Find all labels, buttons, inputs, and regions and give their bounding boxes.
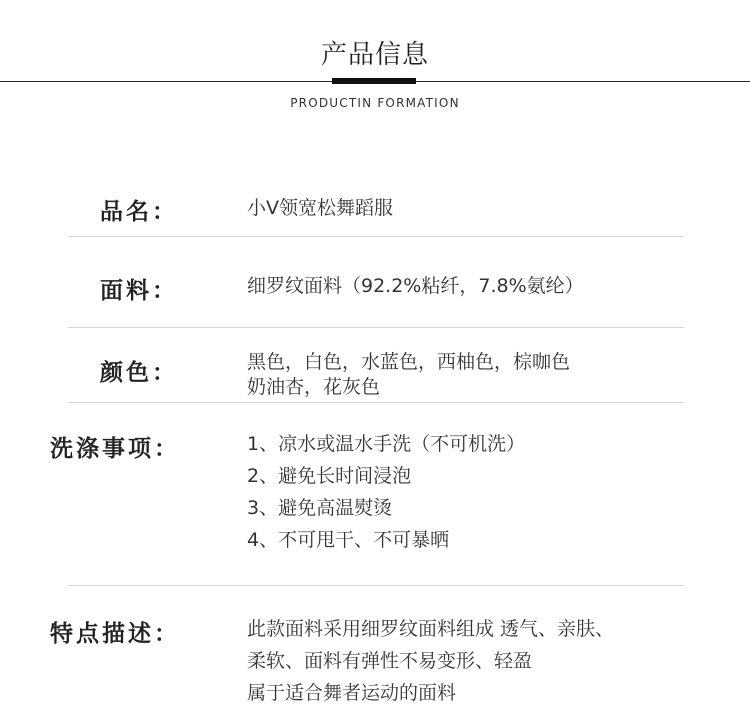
- wash-item: 3、避免高温熨烫: [247, 497, 393, 519]
- color-value: [247, 350, 570, 400]
- wash-item: 4、不可甩干、不可暴晒: [247, 529, 450, 551]
- color-line: 奶油杏，花灰色: [247, 376, 381, 398]
- divider-4: [68, 585, 684, 586]
- features-list: [247, 613, 614, 709]
- color-label: 颜色：: [100, 360, 178, 386]
- fabric-value: 细罗纹面料（92.2%粘纤，7.8%氨纶）: [247, 275, 584, 297]
- wash-item: 1、凉水或温水手洗（不可机洗）: [247, 433, 526, 455]
- page-subtitle: PRODUCTIN FORMATION: [290, 96, 460, 110]
- wash-item: 2、避免长时间浸泡: [247, 465, 412, 487]
- wash-list: [247, 428, 525, 556]
- page-title: 产品信息: [320, 40, 429, 70]
- features-line: 此款面料采用细罗纹面料组成 透气、亲肤、: [247, 618, 615, 640]
- features-line: 属于适合舞者运动的面料: [247, 682, 457, 704]
- divider-2: [68, 327, 684, 328]
- color-line: 黑色，白色，水蓝色，西柚色，棕咖色: [247, 351, 571, 373]
- divider-3: [68, 402, 684, 403]
- title-accent-bar: [332, 78, 416, 84]
- divider-1: [68, 236, 684, 237]
- features-line: 柔软、面料有弹性不易变形、轻盈: [247, 650, 533, 672]
- name-value: 小V领宽松舞蹈服: [247, 197, 393, 219]
- features-label: 特点描述：: [50, 621, 180, 647]
- fabric-label: 面料：: [100, 278, 178, 304]
- wash-label: 洗涤事项：: [50, 436, 180, 462]
- name-label: 品名：: [100, 199, 178, 225]
